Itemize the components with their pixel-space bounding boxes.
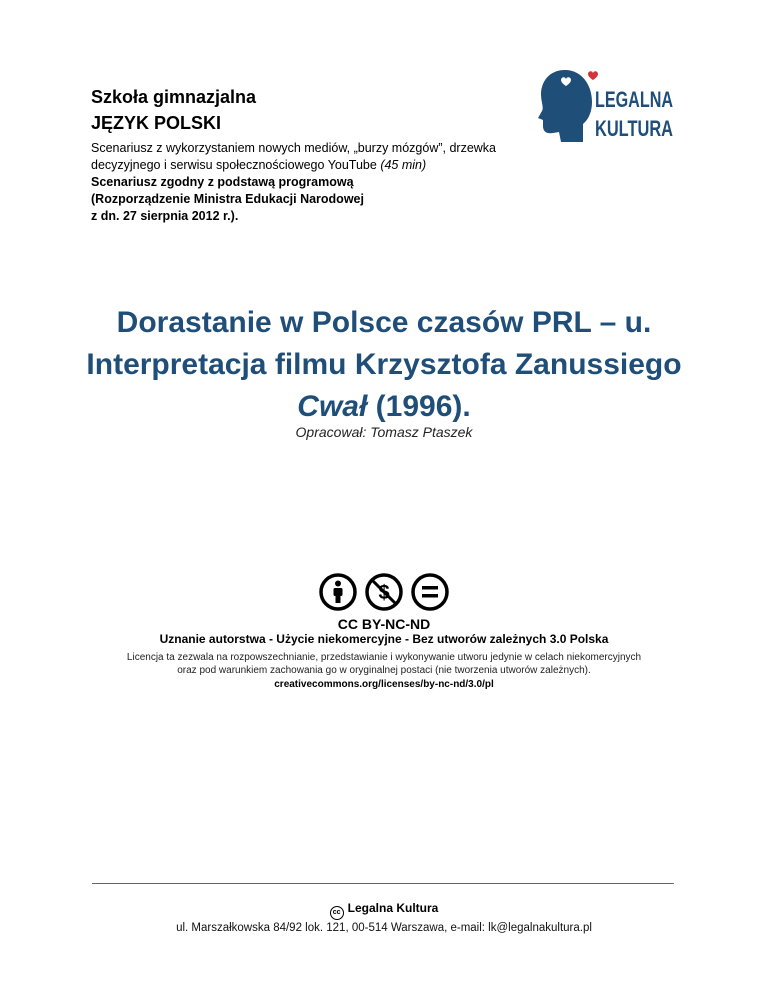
scenario-description bbox=[91, 140, 551, 174]
subject-name: JĘZYK POLSKI bbox=[91, 113, 222, 133]
compliance-line-2: (Rozporządzenie Ministra Edukacji Narodowej bbox=[91, 192, 364, 206]
film-title: Cwał bbox=[297, 390, 368, 423]
cc-nd-icon bbox=[413, 575, 447, 609]
license-code: CC BY-NC-ND bbox=[337, 616, 431, 632]
school-type: Szkoła gimnazjalna bbox=[91, 87, 257, 107]
license-text-line-2: oraz pod warunkiem zachowania go w oryginalnej postaci (nie tworzenia utworów zależnych). bbox=[177, 665, 591, 676]
description-text: Scenariusz z wykorzystaniem nowych mediów, „burzy mózgów”, drzewka decyzyjnego i serwisu społecznościowego YouTube bbox=[91, 141, 496, 172]
footer-brand bbox=[0, 901, 768, 920]
footer-address: ul. Marszałkowska 84/92 lok. 121, 00-514 Warszawa, e-mail: lk@legalnakultura.pl bbox=[176, 922, 592, 934]
svg-text:$: $ bbox=[378, 582, 390, 604]
legalna-kultura-logo bbox=[535, 66, 675, 142]
cc-license-icons bbox=[318, 572, 450, 612]
author-credit: Opracował: Tomasz Ptaszek bbox=[295, 424, 473, 440]
cc-by-icon bbox=[321, 575, 355, 609]
license-description bbox=[90, 651, 678, 677]
footer-divider bbox=[92, 883, 674, 884]
heart-red-icon bbox=[588, 71, 598, 80]
document-title bbox=[60, 302, 708, 428]
title-line-3 bbox=[60, 386, 708, 428]
footer-brand-name: Legalna Kultura bbox=[347, 901, 439, 915]
compliance-line-3: z dn. 27 sierpnia 2012 r.). bbox=[91, 209, 239, 223]
license-url[interactable]: creativecommons.org/licenses/by-nc-nd/3.0/pl bbox=[274, 679, 494, 690]
logo-line-2: KULTURA bbox=[595, 116, 674, 141]
license-name: Uznanie autorstwa - Użycie niekomercyjne - Bez utworów zależnych 3.0 Polska bbox=[159, 632, 609, 646]
cc-nc-icon bbox=[367, 575, 401, 609]
logo-line-1: LEGALNA bbox=[595, 87, 674, 112]
compliance-line-1: Scenariusz zgodny z podstawą programową bbox=[91, 175, 354, 189]
title-line-2: Interpretacja filmu Krzysztofa Zanussiego bbox=[86, 348, 682, 381]
document-header bbox=[91, 84, 551, 225]
film-year: (1996). bbox=[367, 390, 471, 423]
duration: (45 min) bbox=[380, 158, 427, 172]
title-line-1: Dorastanie w Polsce czasów PRL – u. bbox=[116, 306, 652, 339]
license-text-line-1: Licencja ta zezwala na rozpowszechnianie, przedstawianie i wykonywanie utworu jedynie w celach niekomercyjnych bbox=[126, 652, 642, 663]
cc-badge-icon: cc bbox=[330, 906, 344, 920]
